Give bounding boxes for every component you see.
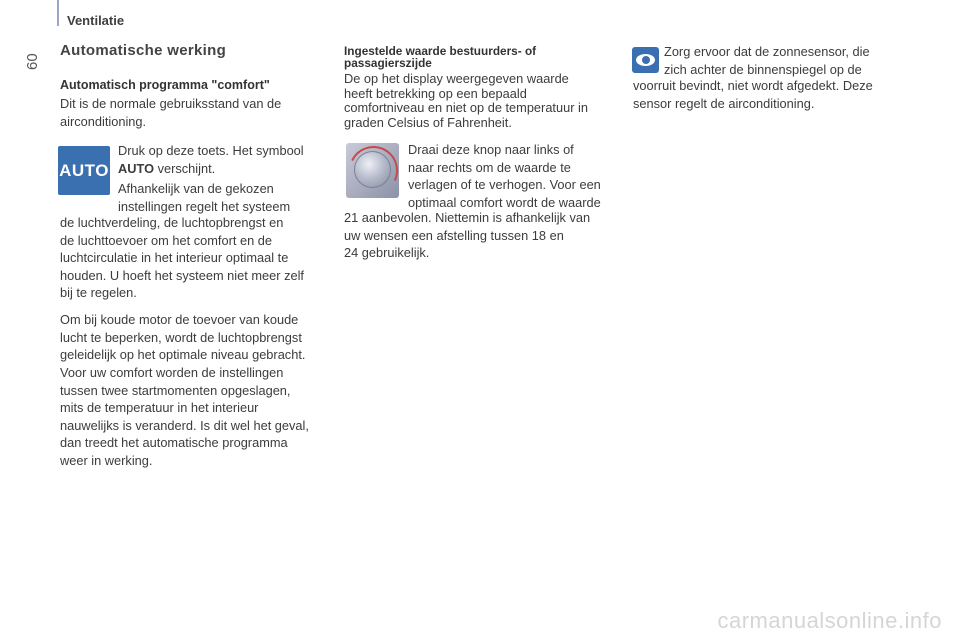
sensor-note-wrap: Zorg ervoor dat de zonnesensor, die zich achter de binnenspiegel op de bbox=[664, 44, 870, 77]
sensor-note-body: voorruit bevindt, niet wordt afgedekt. Deze sensor regelt de airconditioning. bbox=[633, 78, 873, 111]
auto-step: Druk op deze toets. Het symbool AUTO verschijnt. bbox=[118, 143, 304, 176]
auto-wrap-text: Afhankelijk van de gekozen instellingen regelt het systeem bbox=[118, 181, 291, 214]
setpoint-heading: Ingestelde waarde bestuurders- of passagierszijde bbox=[344, 44, 537, 70]
intro-paragraph: Dit is de normale gebruiksstand van de airconditioning. bbox=[60, 96, 282, 129]
body-paragraph-1: de luchtverdeling, de luchtopbrengst en de luchttoevoer om het comfort en de luchtcirculatie in het interieur optimaal te houden. U hoeft het systeem niet meer zelf bij te regelen. bbox=[60, 215, 304, 300]
knob-instruction: Draai deze knop naar links of naar rechts om de waarde te verlagen of te verhogen. Voor een optimaal comfort wordt de waarde bbox=[408, 142, 601, 210]
setpoint-intro: De op het display weergegeven waarde heeft betrekking op een bepaald comfortniveau en niet op de temperatuur in graden Celsius of Fahrenheit. bbox=[344, 71, 588, 130]
watermark: carmanualsonline.info bbox=[717, 608, 942, 633]
auto-keyword: AUTO bbox=[118, 160, 155, 176]
body-paragraph-3: Voor uw comfort worden de instellingen tussen twee startmomenten opgeslagen, mits de temperatuur in het interieur nauwelijks is veranderd. Is dit wel het geval, dan treedt het automatische programma weer in werking. bbox=[60, 365, 309, 468]
temperature-knob-icon bbox=[346, 143, 399, 198]
eye-icon bbox=[632, 47, 659, 73]
page-title: Automatische werking bbox=[60, 42, 227, 59]
subtitle: Automatisch programma "comfort" bbox=[60, 78, 270, 92]
knob-body: 21 aanbevolen. Niettemin is afhankelijk van uw wensen een afstelling tussen 18 en 24 gebruikelijk. bbox=[344, 210, 591, 260]
auto-icon-label: AUTO bbox=[59, 160, 109, 180]
header-rule bbox=[57, 0, 59, 26]
page-number: 60 bbox=[24, 53, 41, 70]
auto-button-icon bbox=[58, 146, 110, 195]
section-label: Ventilatie bbox=[67, 13, 125, 28]
body-paragraph-2: Om bij koude motor de toevoer van koude lucht te beperken, wordt de luchtopbrengst geleidelijk op het optimale niveau gebracht. bbox=[60, 312, 306, 362]
